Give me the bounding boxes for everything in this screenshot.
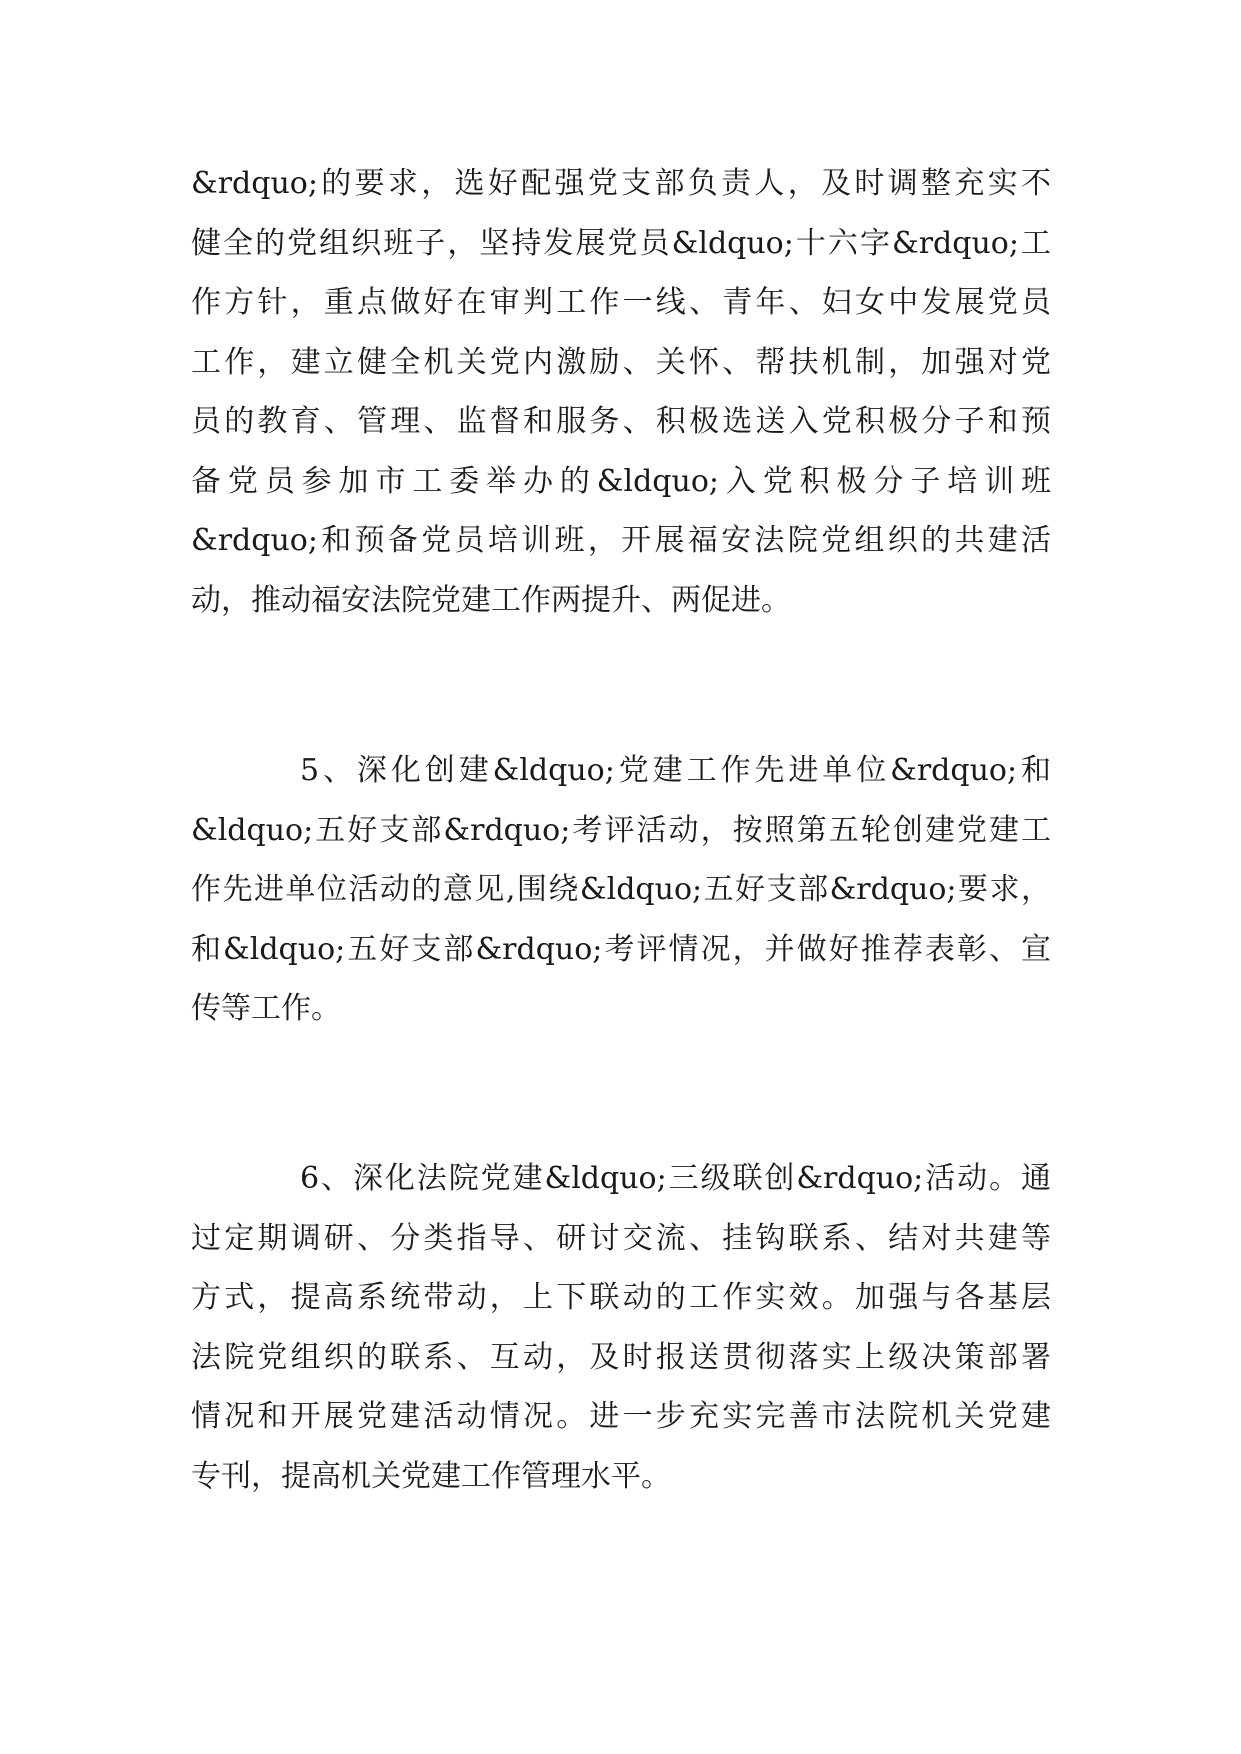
paragraph-line: 传等工作。 [191,991,341,1026]
paragraph-line: 作方针，重点做好在审判工作一线、青年、妇女中发展党员 [191,285,1051,320]
paragraph-line: 作先进单位活动的意见,围绕&ldquo;五好支部&rdquo;要求， [191,872,1051,907]
paragraph-line: 员的教育、管理、监督和服务、积极选送入党积极分子和预 [191,404,1051,439]
paragraph-line: 情况和开展党建活动情况。进一步充实完善市法院机关党建 [191,1399,1051,1434]
paragraph-line: 方式，提高系统带动，上下联动的工作实效。加强与各基层 [191,1280,1051,1315]
paragraph-line: 健全的党组织班子，坚持发展党员&ldquo;十六字&rdquo;工 [191,226,1051,261]
paragraph-line: &ldquo;五好支部&rdquo;考评活动，按照第五轮创建党建工 [191,813,1051,848]
paragraph-line: 备党员参加市工委举办的&ldquo;入党积极分子培训班 [191,464,1051,499]
paragraph-line: 工作，建立健全机关党内激励、关怀、帮扶机制，加强对党 [191,345,1051,380]
paragraph-line: 动，推动福安法院党建工作两提升、两促进。 [191,583,791,618]
paragraph-line: 过定期调研、分类指导、研讨交流、挂钩联系、结对共建等 [191,1221,1051,1256]
paragraph-line: 6、深化法院党建&ldquo;三级联创&rdquo;活动。通 [300,1161,1051,1196]
paragraph-line: 专刊，提高机关党建工作管理水平。 [191,1459,671,1494]
paragraph-line: 和&ldquo;五好支部&rdquo;考评情况，并做好推荐表彰、宣 [191,932,1051,967]
paragraph-line: 法院党组织的联系、互动，及时报送贯彻落实上级决策部署 [191,1340,1051,1375]
paragraph-line: 5、深化创建&ldquo;党建工作先进单位&rdquo;和 [300,753,1051,788]
paragraph-line: &rdquo;和预备党员培训班，开展福安法院党组织的共建活 [191,523,1051,558]
paragraph-line: &rdquo;的要求，选好配强党支部负责人，及时调整充实不 [191,166,1051,201]
